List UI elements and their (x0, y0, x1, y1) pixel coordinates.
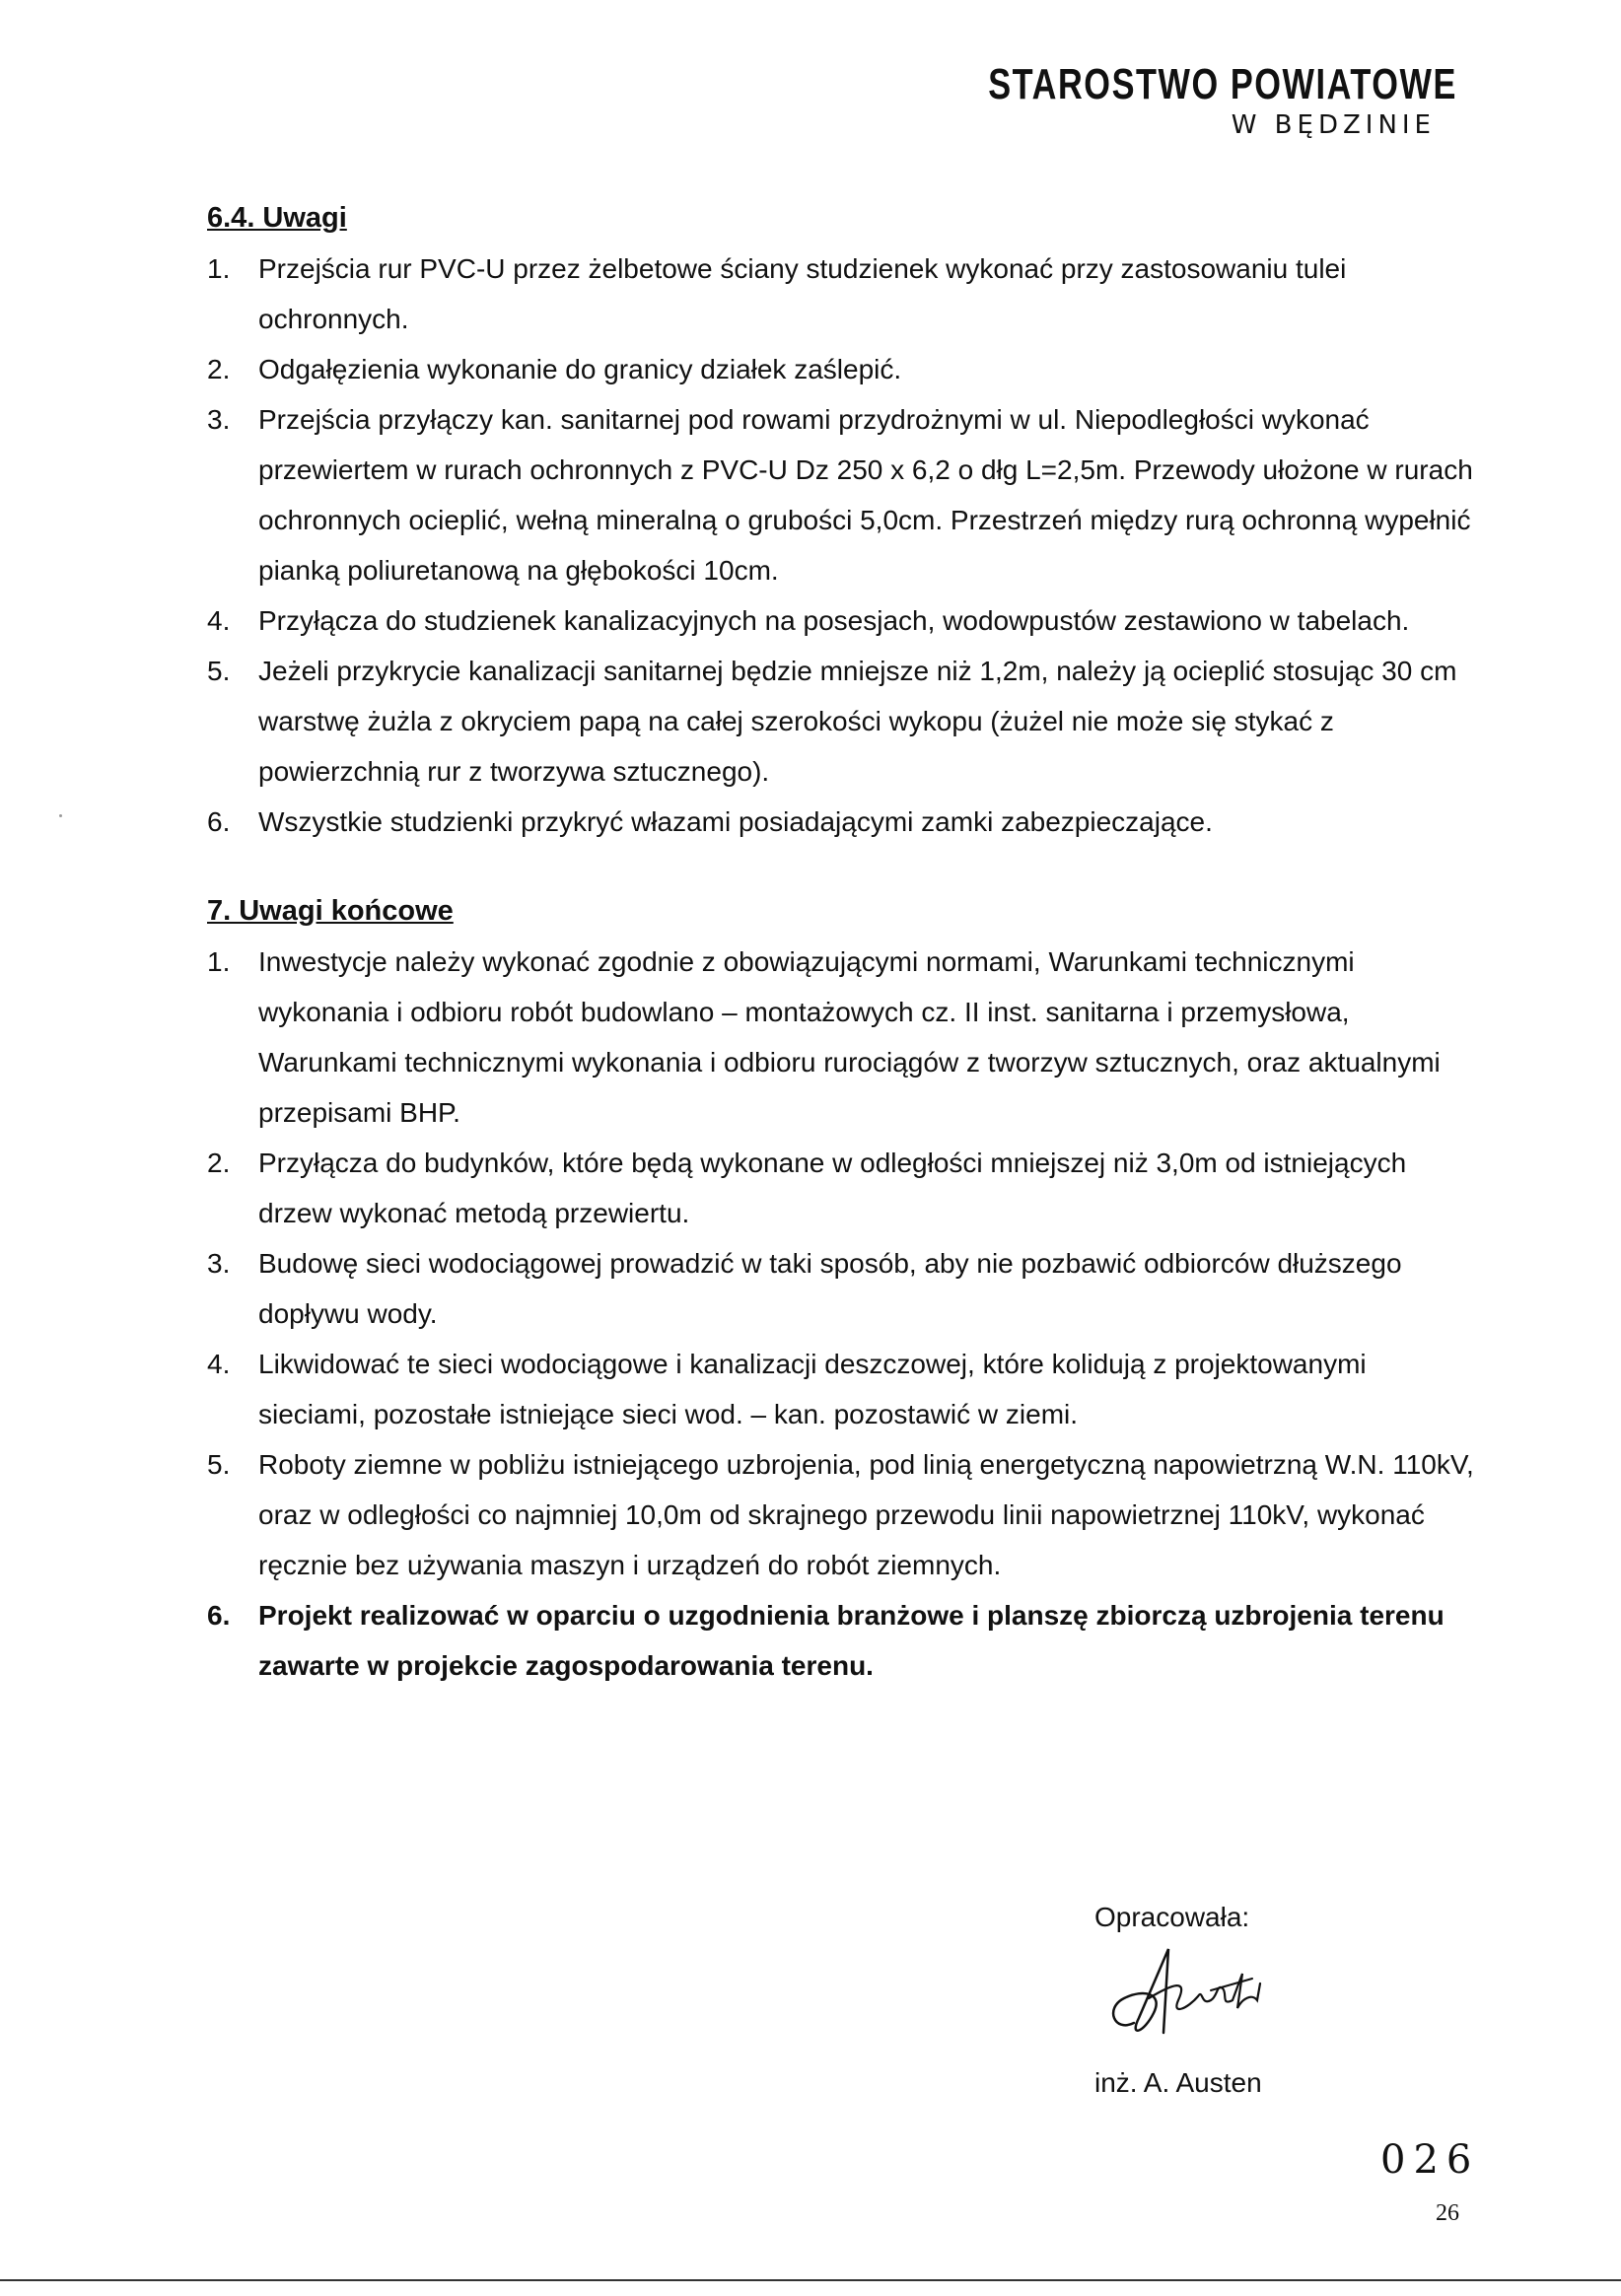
item-text: Przyłącza do studzienek kanalizacyjnych na posesjach, wodowpustów zestawiono w tabelach. (258, 605, 1410, 636)
list-item (207, 1339, 1479, 1439)
item-text: Wszystkie studzienki przykryć włazami posiadającymi zamki zabezpieczające. (258, 806, 1213, 837)
item-number: 3. (207, 404, 231, 435)
item-text: Odgałęzienia wykonanie do granicy działek zaślepić. (258, 354, 902, 384)
item-number: 5. (207, 1449, 231, 1480)
item-text: Projekt realizować w oparciu o uzgodnienia branżowe i planszę zbiorczą uzbrojenia terenu zawarte w projekcie zagospodarowania terenu. (258, 1600, 1445, 1681)
item-number: 4. (207, 605, 231, 636)
signature-name: inż. A. Austen (1094, 2067, 1262, 2098)
page-stamp-number: 026 (1380, 2137, 1480, 2183)
item-text: Budowę sieci wodociągowej prowadzić w taki sposób, aby nie pozbawić odbiorców dłuższego dopływu wody. (258, 1248, 1402, 1329)
list-item (207, 344, 1479, 394)
item-number: 6. (207, 1600, 231, 1631)
final-remarks-list (207, 937, 1479, 1691)
list-item (207, 595, 1479, 646)
list-item (207, 394, 1479, 595)
remarks-list (207, 244, 1479, 847)
list-item (207, 1590, 1479, 1691)
document-body (207, 193, 1479, 1691)
item-text: Przyłącza do budynków, które będą wykonane w odległości mniejszej niż 3,0m od istniejących drzew wykonać metodą przewiertu. (258, 1148, 1407, 1228)
item-number: 3. (207, 1248, 231, 1279)
list-item (207, 1439, 1479, 1590)
item-number: 2. (207, 354, 231, 384)
list-item (207, 797, 1479, 847)
list-item (207, 646, 1479, 797)
item-text: Inwestycje należy wykonać zgodnie z obowiązującymi normami, Warunkami technicznymi wykonania i odbioru robót budowlano – montażowych cz. II inst. sanitarna i przemysłowa, Warunkami technicznymi wykonania i odbioru rurociągów z tworzyw sztucznych, oraz aktualnymi przepisami BHP. (258, 946, 1441, 1128)
section-heading-uwagi: 6.4. Uwagi (207, 202, 347, 234)
item-text: Przejścia przyłączy kan. sanitarnej pod rowami przydrożnymi w ul. Niepodległości wykonać przewiertem w rurach ochronnych z PVC-U Dz 250 x 6,2 o dłg L=2,5m. Przewody ułożone w rurach ochronnych ocieplić, wełną mineralną o grubości 5,0cm. Przestrzeń między rurą ochronną wypełnić pianką poliuretanową na głębokości 10cm. (258, 404, 1473, 586)
list-item (207, 1138, 1479, 1238)
office-stamp (856, 59, 1457, 140)
item-number: 4. (207, 1349, 231, 1379)
item-number: 1. (207, 253, 231, 284)
signature-block (1094, 1898, 1282, 2103)
item-number: 2. (207, 1148, 231, 1178)
item-number: 5. (207, 656, 231, 686)
item-text: Jeżeli przykrycie kanalizacji sanitarnej będzie mniejsze niż 1,2m, należy ją ocieplić stosując 30 cm warstwę żużla z okryciem papą na całej szerokości wykopu (żużel nie może się stykać z powierzchnią rur z tworzywa sztucznego). (258, 656, 1457, 787)
signature-label: Opracowała: (1094, 1902, 1250, 1932)
item-number: 1. (207, 946, 231, 977)
stamp-office-location: W BĘDZINIE (1231, 110, 1436, 140)
handwritten-signature-icon (1094, 1939, 1282, 2057)
list-item (207, 937, 1479, 1138)
section-heading-uwagi-koncowe: 7. Uwagi końcowe (207, 895, 454, 927)
scan-speck (59, 814, 62, 817)
list-item (207, 1238, 1479, 1339)
item-text: Roboty ziemne w pobliżu istniejącego uzbrojenia, pod linią energetyczną napowietrzną W.N. 110kV, oraz w odległości co najmniej 10,0m od skrajnego przewodu linii napowietrznej 110kV, wykonać ręcznie bez używania maszyn i urządzeń do robót ziemnych. (258, 1449, 1474, 1580)
bottom-divider (0, 2279, 1621, 2281)
item-text: Likwidować te sieci wodociągowe i kanalizacji deszczowej, które kolidują z projektowanymi sieciami, pozostałe istniejące sieci wod. – kan. pozostawić w ziemi. (258, 1349, 1367, 1429)
item-text: Przejścia rur PVC-U przez żelbetowe ściany studzienek wykonać przy zastosowaniu tulei ochronnych. (258, 253, 1347, 334)
item-number: 6. (207, 806, 231, 837)
list-item (207, 244, 1479, 344)
stamp-office-name: STAROSTWO POWIATOWE (988, 60, 1457, 108)
page-number: 26 (1436, 2200, 1459, 2226)
